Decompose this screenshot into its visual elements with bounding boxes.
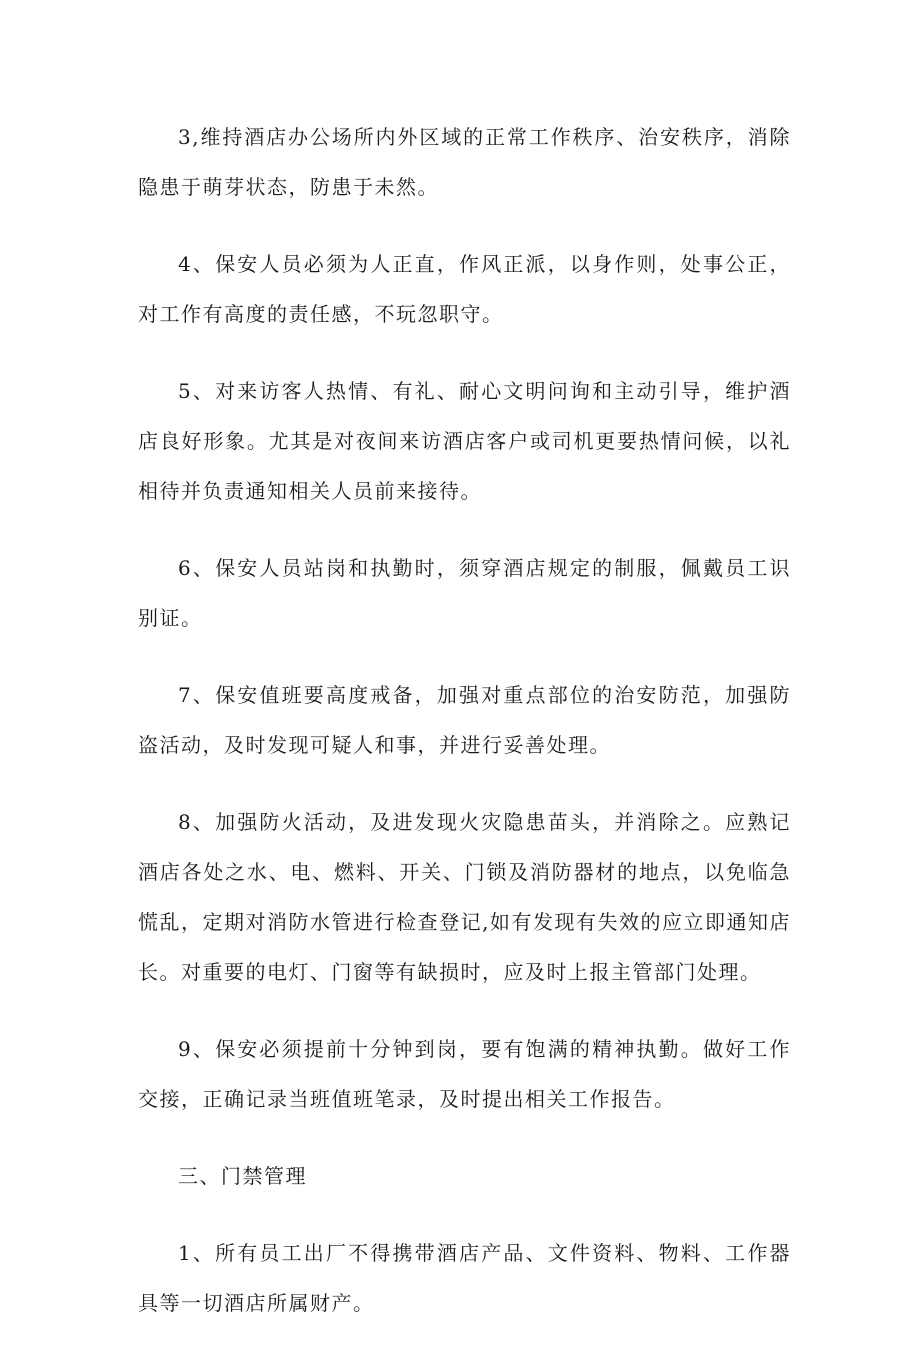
- section-paragraph-item-1: 1、所有员工出厂不得携带酒店产品、文件资料、物料、工作器具等一切酒店所属财产。: [138, 1241, 791, 1315]
- paragraph-item-3: 3,维持酒店办公场所内外区域的正常工作秩序、治安秩序，消除隐患于萌芽状态，防患于未然。: [138, 125, 791, 199]
- document-body: [138, 112, 791, 1355]
- paragraph-item-6: 6、保安人员站岗和执勤时，须穿酒店规定的制服，佩戴员工识别证。: [138, 556, 791, 630]
- paragraph-item-9: 9、保安必须提前十分钟到岗，要有饱满的精神执勤。做好工作交接，正确记录当班值班笔录，及时提出相关工作报告。: [138, 1037, 791, 1111]
- paragraph-item-7: 7、保安值班要高度戒备，加强对重点部位的治安防范，加强防盗活动，及时发现可疑人和事，并进行妥善处理。: [138, 683, 791, 757]
- paragraph-item-5: 5、对来访客人热情、有礼、耐心文明问询和主动引导，维护酒店良好形象。尤其是对夜间来访酒店客户或司机更要热情问候，以礼相待并负责通知相关人员前来接待。: [138, 379, 791, 503]
- section-heading: 三、门禁管理: [178, 1164, 307, 1188]
- paragraph-item-8: 8、加强防火活动，及进发现火灾隐患苗头，并消除之。应熟记酒店各处之水、电、燃料、开关、门锁及消防器材的地点，以免临急慌乱，定期对消防水管进行检查登记,如有发现有失效的应立即通知店长。对重要的电灯、门窗等有缺损时，应及时上报主管部门处理。: [138, 810, 791, 984]
- paragraph-item-4: 4、保安人员必须为人正直，作风正派，以身作则，处事公正，对工作有高度的责任感，不玩忽职守。: [138, 252, 791, 326]
